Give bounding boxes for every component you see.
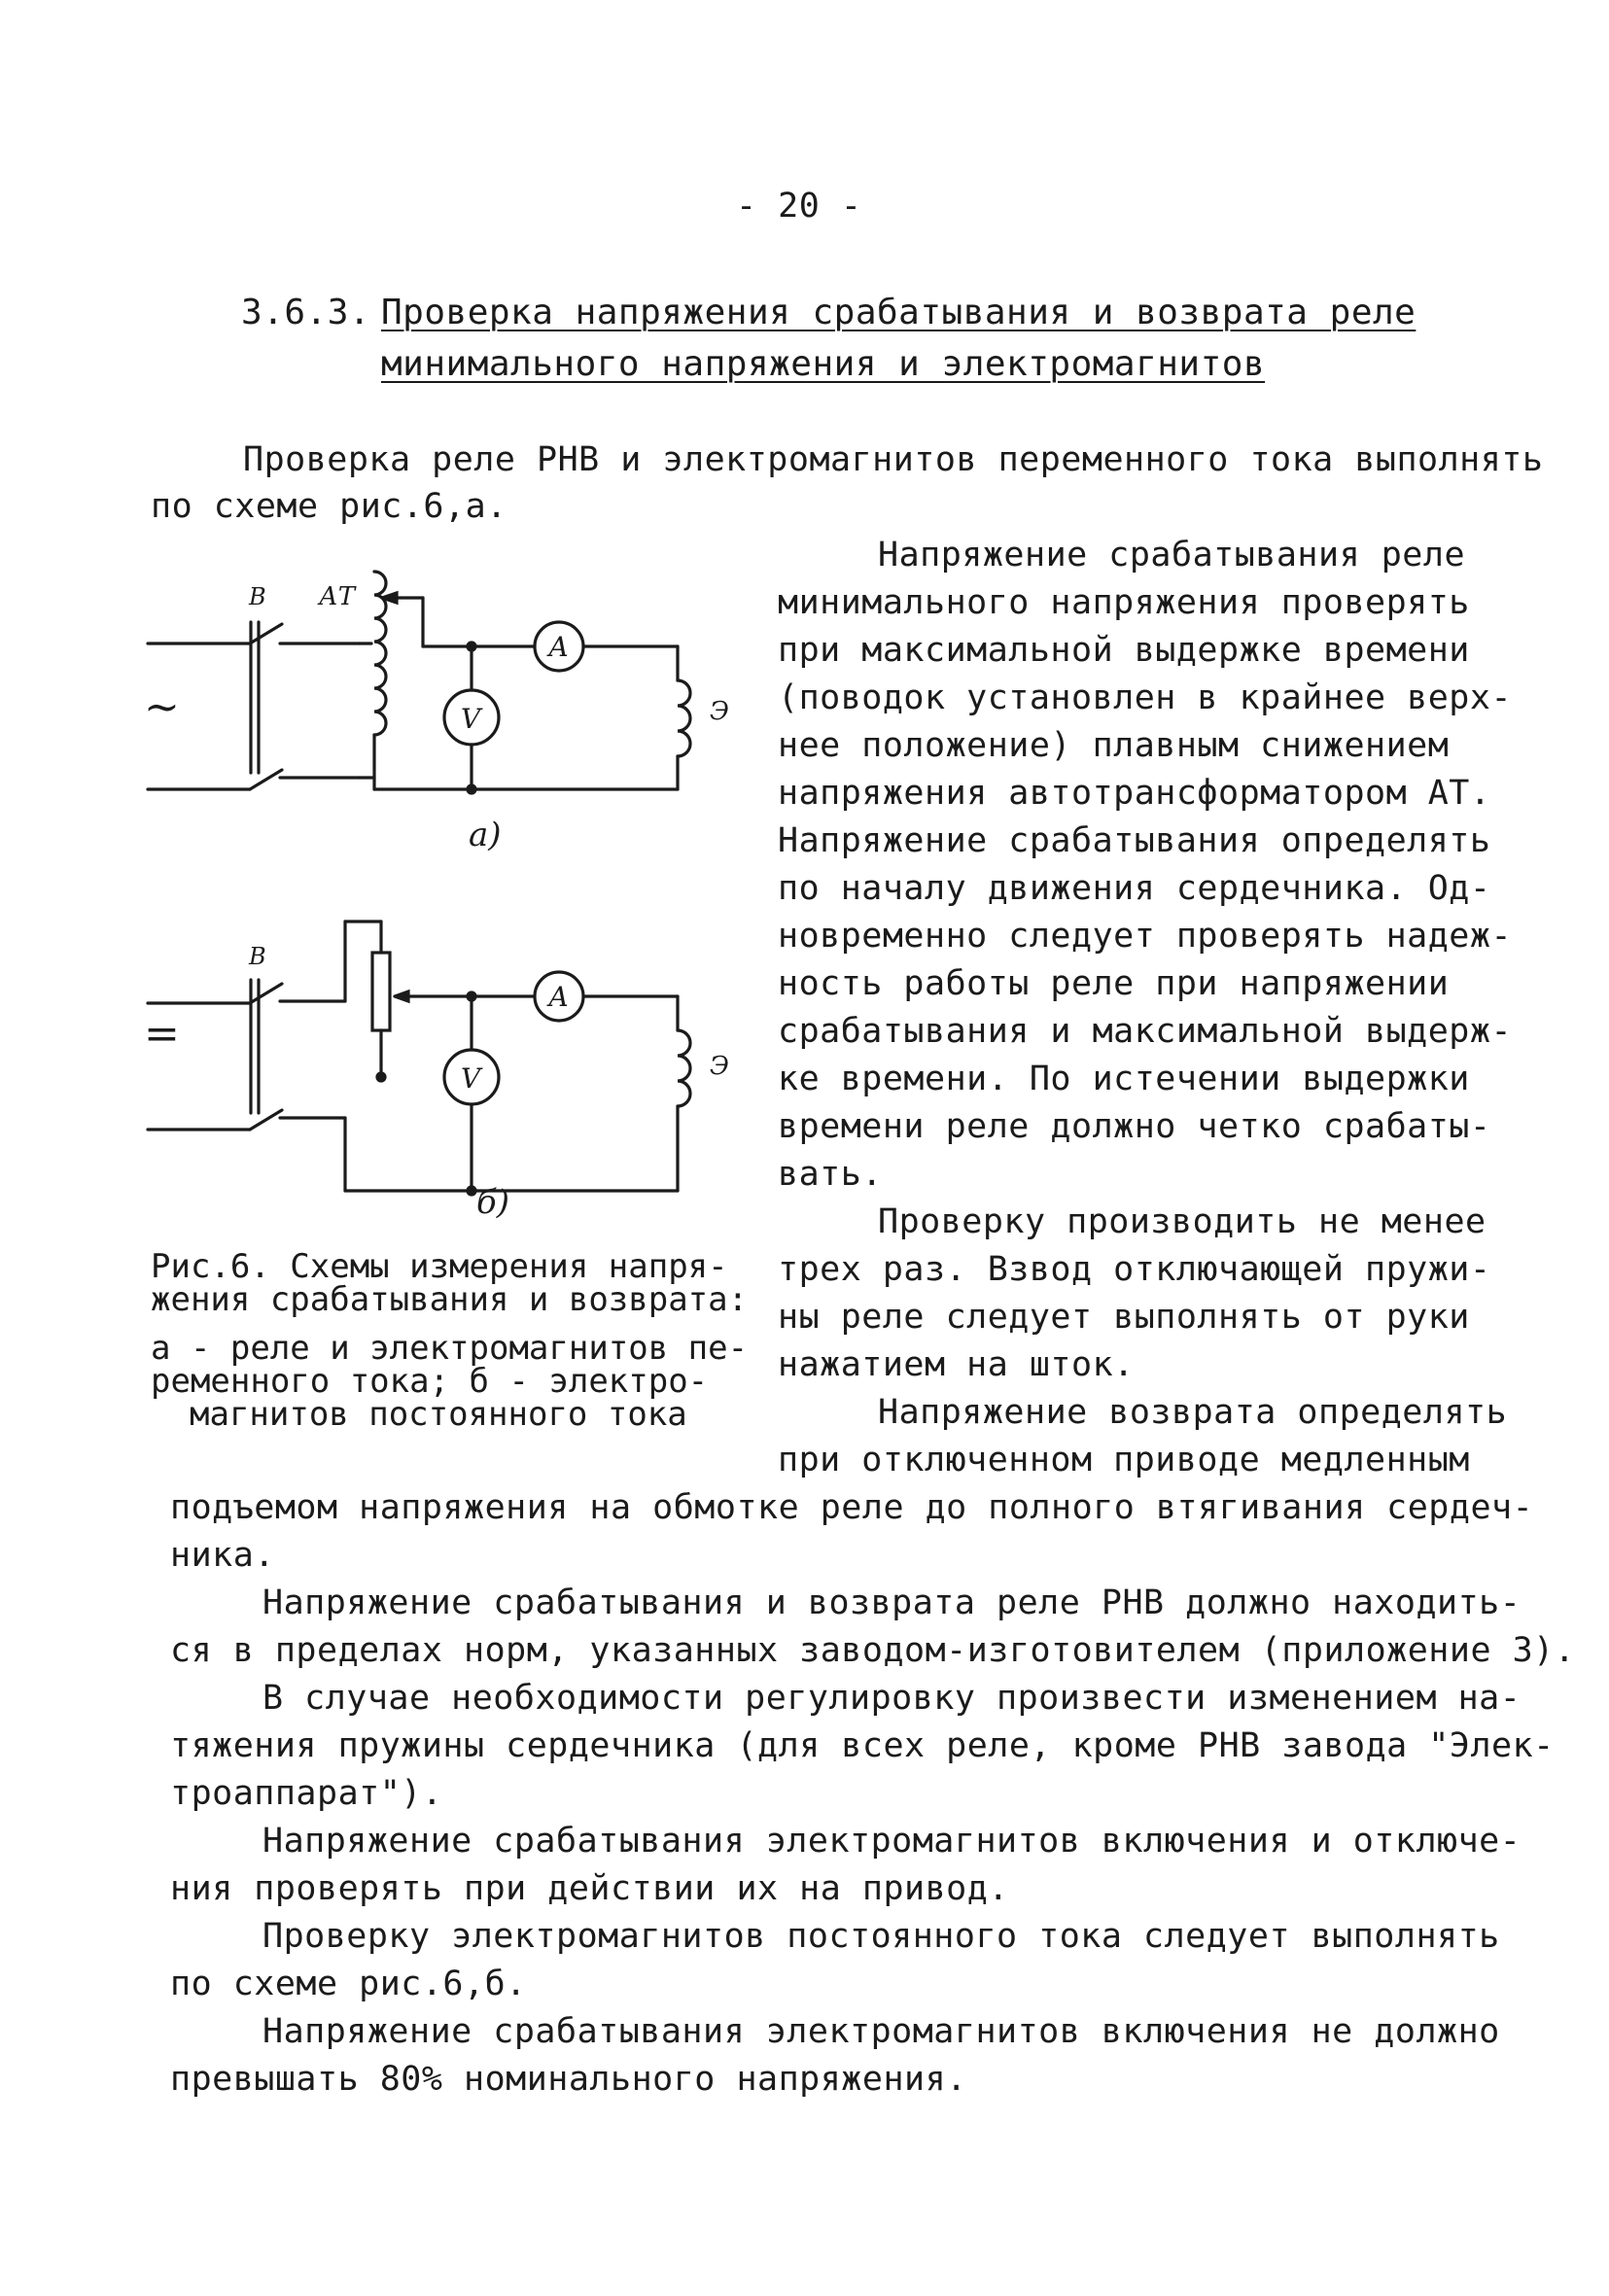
figure-caption-line: Рис.6. Схемы измерения напря- [151,1247,728,1286]
body-line: превышать 80% номинального напряжения. [170,2060,967,2099]
switch-a [250,622,282,789]
dc-source-symbol: = [144,1009,180,1059]
right-column-line: нее положение) плавным снижением [778,726,1450,765]
body-line: подъемом напряжения на обмотке реле до полного втягивания сердеч- [170,1488,1534,1527]
section-number: 3.6.3. [241,293,371,332]
right-column-line: Проверку производить не менее [878,1202,1487,1241]
coil-label-b: Э [710,1052,729,1081]
body-line: Напряжение срабатывания электромагнитов включения не должно [262,2012,1500,2051]
right-column-line: Напряжение срабатывания реле [878,536,1466,574]
caption-a: а) [469,816,502,854]
ac-source-symbol: ~ [144,682,180,732]
section-title-line2: минимального напряжения и электромагнитов [381,344,1266,384]
body-line: Напряжение срабатывания и возврата реле РНВ должно находить- [262,1583,1522,1622]
coil-a [678,680,690,756]
switch-label-b: В [249,943,266,970]
section-title-line1: Проверка напряжения срабатывания и возврата реле [381,293,1417,332]
circuit-a [144,572,729,854]
intro-line: Проверка реле РНВ и электромагнитов переменного тока выполнять [243,440,1544,479]
right-column-line: при максимальной выдержке времени [778,631,1470,670]
right-column-line: новременно следует проверять надеж- [778,917,1513,956]
figure-6-diagrams [126,544,865,1244]
intro-line: по схеме рис.6,а. [151,487,507,526]
right-column-line: минимального напряжения проверять [778,583,1470,622]
rheostat [372,953,390,1030]
caption-b: б) [476,1183,510,1222]
body-line: Проверку электромагнитов постоянного тока следует выполнять [262,1917,1500,1956]
right-column-line: вать. [778,1155,883,1194]
figure-caption-line: а - реле и электромагнитов пе- [151,1329,749,1368]
body-line: ника. [170,1536,275,1575]
right-column-line: (поводок установлен в крайнее верх- [778,678,1513,717]
figure-caption-line: жения срабатывания и возврата: [151,1280,749,1319]
figure-caption-line: магнитов постоянного тока [190,1395,687,1434]
right-column-line: ке времени. По истечении выдержки [778,1060,1470,1098]
right-column-line: по началу движения сердечника. Од- [778,869,1491,908]
body-line: ния проверять при действии их на привод. [170,1869,1009,1908]
right-column-line: Напряжение срабатывания определять [778,821,1491,860]
ammeter-label-b: А [548,981,570,1013]
right-column-line: при отключенном приводе медленным [778,1441,1470,1479]
switch-b [250,980,282,1130]
voltmeter-label-a: V [461,703,481,735]
body-line: ся в пределах норм, указанных заводом-изготовителем (приложение 3). [170,1631,1576,1670]
body-line: тяжения пружины сердечника (для всех реле, кроме РНВ завода "Элек- [170,1726,1555,1765]
autotransformer-label: АТ [319,582,356,611]
right-column-line: нажатием на шток. [778,1345,1135,1384]
coil-label-a: Э [710,697,729,726]
body-line: Напряжение срабатывания электромагнитов включения и отключе- [262,1822,1522,1861]
right-column-line: времени реле должно четко срабаты- [778,1107,1491,1146]
right-column-line: срабатывания и максимальной выдерж- [778,1012,1513,1051]
right-column-line: трех раз. Взвод отключающей пружи- [778,1250,1491,1289]
switch-label-a: В [249,583,266,610]
figure-caption-line: ременного тока; б - электро- [151,1362,709,1401]
right-column-line: ны реле следует выполнять от руки [778,1298,1470,1337]
right-column-line: напряжения автотрансформатором АТ. [778,774,1491,813]
ammeter-label-a: А [548,631,570,663]
body-line: троаппарат"). [170,1774,443,1813]
body-line: В случае необходимости регулировку произвести изменением на- [262,1679,1522,1718]
body-line: по схеме рис.6,б. [170,1965,527,2003]
right-column-line: ность работы реле при напряжении [778,964,1450,1003]
page-number: - 20 - [736,187,862,226]
voltmeter-label-b: V [461,1062,481,1095]
circuit-b [144,922,729,1222]
right-column-line: Напряжение возврата определять [878,1393,1508,1432]
coil-b [678,1030,690,1106]
